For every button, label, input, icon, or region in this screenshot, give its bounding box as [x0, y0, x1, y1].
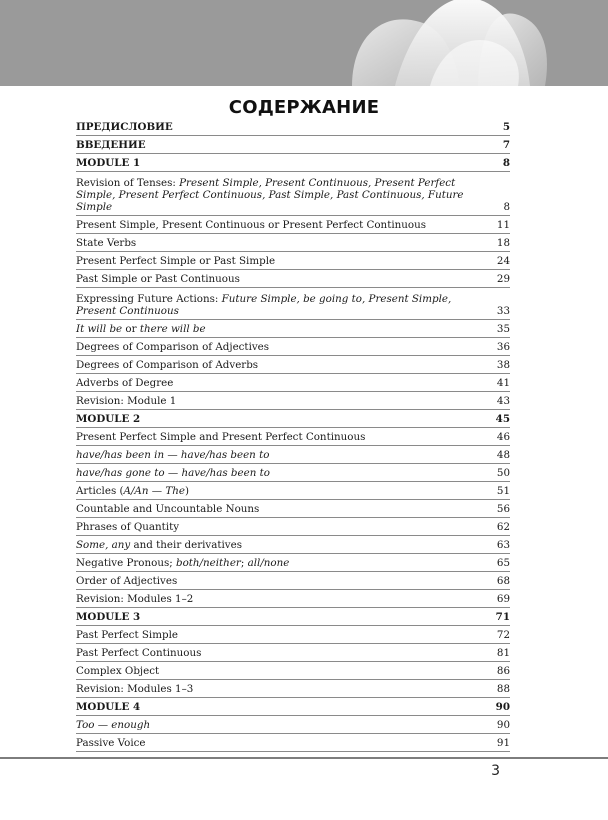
toc-entry — [76, 662, 510, 680]
toc-entry — [76, 554, 510, 572]
toc-entry-title — [76, 139, 494, 151]
toc-entry-title — [76, 449, 494, 461]
toc-entry — [76, 680, 510, 698]
toc-entry — [76, 626, 510, 644]
toc-entry-page: 71 — [495, 611, 510, 623]
toc-entry — [76, 118, 510, 136]
toc-title-part: Revision: Modules 1–2 — [76, 593, 194, 605]
toc-entry-title — [76, 237, 494, 249]
toc-entry-page: 68 — [496, 575, 510, 587]
toc-entry-title — [76, 683, 494, 695]
toc-entry — [76, 216, 510, 234]
page-title: СОДЕРЖАНИЕ — [228, 97, 380, 118]
toc-entry — [76, 374, 510, 392]
toc-title-part: Expressing Future Actions: — [76, 293, 222, 305]
toc-title-italic-part: Some, any — [76, 539, 131, 551]
toc-entry — [76, 536, 510, 554]
toc-entry-page: 90 — [496, 719, 510, 731]
toc-title-italic-part: all/none — [247, 557, 290, 569]
toc-entry — [76, 500, 510, 518]
toc-entry — [76, 288, 510, 320]
toc-entry — [76, 392, 510, 410]
toc-entry-title — [76, 377, 494, 389]
toc-title-part: Articles ( — [76, 485, 124, 497]
toc-entry-title — [76, 665, 494, 677]
toc-entry-title — [76, 293, 494, 317]
toc-title-part: Complex Object — [76, 665, 160, 677]
toc-entry — [76, 698, 510, 716]
toc-entry-page: 41 — [496, 377, 510, 389]
toc-title-italic-part: A/An — The — [123, 485, 185, 497]
toc-entry-page: 62 — [496, 521, 510, 533]
toc-entry-page: 50 — [496, 467, 510, 479]
toc-entry — [76, 234, 510, 252]
toc-title-italic-part: Present Simple, Present Continuous, Present Perfect Simple, Present Perfect Continuous, Past Simple, Past Continuous, Future Simple — [76, 177, 464, 213]
toc-entry — [76, 270, 510, 288]
toc-title-part: and their derivatives — [130, 539, 242, 551]
toc-entry-title — [76, 467, 494, 479]
toc-title-part: Order of Adjectives — [76, 575, 178, 587]
toc-title-part: Present Perfect Simple or Past Simple — [76, 255, 276, 267]
toc-entry — [76, 172, 510, 216]
toc-title-part: MODULE 1 — [76, 157, 141, 169]
toc-entry-title — [76, 575, 494, 587]
toc-entry-page: 56 — [496, 503, 510, 515]
toc-entry-page: 33 — [496, 305, 510, 317]
toc-entry-page: 11 — [496, 219, 510, 231]
toc-title-part: MODULE 3 — [76, 611, 141, 623]
toc-entry — [76, 154, 510, 172]
toc-title-part: ; — [240, 557, 248, 569]
toc-entry — [76, 252, 510, 270]
toc-title-italic-part: have/has been in — have/has been to — [76, 449, 270, 461]
toc-entry-page: 24 — [496, 255, 510, 267]
toc-title-part: Revision: Module 1 — [76, 395, 177, 407]
toc-title-part: Revision: Modules 1–3 — [76, 683, 194, 695]
toc-entry-title — [76, 593, 494, 605]
toc-entry-page: 18 — [496, 237, 510, 249]
toc-entry-title — [76, 255, 494, 267]
toc-title-part: or — [122, 323, 140, 335]
toc-entry — [76, 136, 510, 154]
toc-title-part: Revision of Tenses: — [76, 177, 180, 189]
toc-entry-title — [76, 647, 494, 659]
toc-title-part: MODULE 4 — [76, 701, 141, 713]
toc-entry-title — [76, 539, 494, 551]
toc-entry-page: 46 — [496, 431, 510, 443]
toc-title-italic-part: It will be — [76, 323, 123, 335]
toc-entry-title — [76, 629, 494, 641]
toc-entry — [76, 356, 510, 374]
toc-title-part: Degrees of Comparison of Adverbs — [76, 359, 259, 371]
toc-entry — [76, 734, 510, 752]
toc-entry-page: 8 — [502, 157, 510, 169]
toc-entry-page: 69 — [496, 593, 510, 605]
header-band — [0, 0, 608, 86]
toc-title-part: Present Perfect Simple and Present Perfect Continuous — [76, 431, 366, 443]
footer-divider — [0, 757, 608, 759]
toc-entry-title — [76, 557, 494, 569]
toc-entry-page: 91 — [496, 737, 510, 749]
toc-entry-title — [76, 177, 494, 213]
toc-entry — [76, 572, 510, 590]
toc-entry-page: 63 — [496, 539, 510, 551]
toc-entry-title — [76, 273, 494, 285]
toc-entry-title — [76, 701, 494, 713]
toc-entry — [76, 338, 510, 356]
toc-entry-title — [76, 413, 494, 425]
toc-title-part: MODULE 2 — [76, 413, 141, 425]
toc-entry-page: 35 — [496, 323, 510, 335]
toc-title-part: Degrees of Comparison of Adjectives — [76, 341, 270, 353]
toc-title-part: ПРЕДИСЛОВИЕ — [76, 121, 173, 133]
toc-entry-title — [76, 157, 494, 169]
toc-entry — [76, 716, 510, 734]
toc-title-part: Countable and Uncountable Nouns — [76, 503, 260, 515]
toc-entry — [76, 590, 510, 608]
toc-entry-page: 38 — [496, 359, 510, 371]
toc-entry-page: 8 — [503, 201, 510, 213]
toc-entry-page: 90 — [495, 701, 510, 713]
toc-entry — [76, 446, 510, 464]
toc-entry — [76, 644, 510, 662]
toc-title-part: ) — [184, 485, 189, 497]
toc-entry-page: 81 — [496, 647, 510, 659]
toc-entry — [76, 410, 510, 428]
toc-entry-title — [76, 341, 494, 353]
toc-title-part: Past Perfect Continuous — [76, 647, 202, 659]
toc-title-italic-part: have/has gone to — have/has been to — [76, 467, 270, 479]
toc-entry-page: 51 — [496, 485, 510, 497]
toc-title-part: Passive Voice — [76, 737, 146, 749]
toc-entry — [76, 428, 510, 446]
toc-entry-title — [76, 485, 494, 497]
toc-title-part: Past Perfect Simple — [76, 629, 178, 641]
toc-title-part: Present Simple, Present Continuous or Present Perfect Continuous — [76, 219, 426, 231]
toc-entry-page: 72 — [496, 629, 510, 641]
toc-entry-title — [76, 121, 494, 133]
flower-decoration — [0, 0, 608, 86]
toc-entry — [76, 320, 510, 338]
toc-entry-page: 65 — [496, 557, 510, 569]
toc-entry-page: 45 — [495, 413, 510, 425]
toc-entry-title — [76, 431, 494, 443]
toc-entry — [76, 464, 510, 482]
toc-entry-title — [76, 395, 494, 407]
toc-entry-page: 88 — [496, 683, 510, 695]
page-number: 3 — [491, 763, 500, 779]
toc-title-italic-part: Too — enough — [76, 719, 151, 731]
toc-title-italic-part: both/neither — [176, 557, 241, 569]
toc-entry-title — [76, 737, 494, 749]
toc-title-part: Phrases of Quantity — [76, 521, 180, 533]
table-of-contents — [76, 118, 510, 752]
toc-title-part: Negative Pronous; — [76, 557, 176, 569]
toc-entry-page: 86 — [496, 665, 510, 677]
toc-entry-page: 43 — [496, 395, 510, 407]
toc-entry-title — [76, 521, 494, 533]
toc-entry-page: 48 — [496, 449, 510, 461]
toc-title-italic-part: Future Simple, be going to, Present Simple, Present Continuous — [76, 293, 452, 317]
toc-title-part: State Verbs — [76, 237, 137, 249]
toc-entry-title — [76, 719, 494, 731]
toc-entry — [76, 518, 510, 536]
toc-entry-title — [76, 219, 494, 231]
toc-title-part: ВВЕДЕНИЕ — [76, 139, 146, 151]
toc-title-part: Adverbs of Degree — [76, 377, 174, 389]
toc-entry-title — [76, 359, 494, 371]
toc-entry-page: 5 — [502, 121, 510, 133]
toc-entry-title — [76, 503, 494, 515]
toc-entry-page: 36 — [496, 341, 510, 353]
toc-entry-title — [76, 323, 494, 335]
toc-title-italic-part: there will be — [139, 323, 206, 335]
toc-entry-title — [76, 611, 494, 623]
toc-entry — [76, 608, 510, 626]
toc-entry — [76, 482, 510, 500]
toc-title-part: Past Simple or Past Continuous — [76, 273, 240, 285]
toc-entry-page: 29 — [496, 273, 510, 285]
toc-entry-page: 7 — [502, 139, 510, 151]
